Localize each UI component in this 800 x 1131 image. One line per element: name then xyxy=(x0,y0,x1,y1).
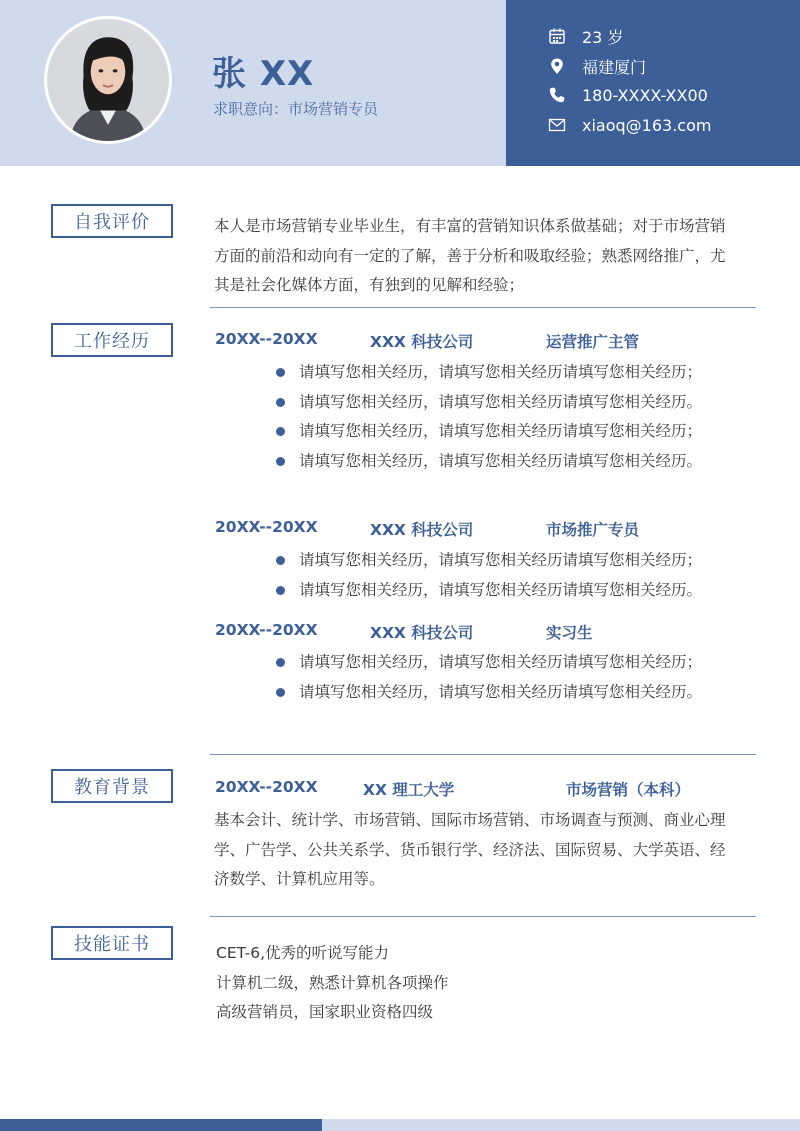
duty-text: 请填写您相关经历，请填写您相关经历请填写您相关经历。 xyxy=(299,392,703,411)
phone-icon xyxy=(548,86,566,104)
job-company: XXX 科技公司 xyxy=(370,333,474,351)
section-divider xyxy=(210,916,756,917)
job-company: XXX 科技公司 xyxy=(370,624,474,642)
email-text: xiaoq@163.com xyxy=(582,115,712,135)
bullet-dot xyxy=(276,658,285,667)
education-school: XX 理工大学 xyxy=(363,781,455,799)
location-text: 福建厦门 xyxy=(582,57,647,77)
list-item xyxy=(276,388,702,418)
self-eval-line: 其是社会化媒体方面，有独到的见解和经验； xyxy=(214,276,525,294)
duty-text: 请填写您相关经历，请填写您相关经历请填写您相关经历； xyxy=(299,653,703,671)
list-item xyxy=(276,447,702,477)
bullet-dot xyxy=(276,556,285,565)
bullet-dot xyxy=(276,457,285,466)
contact-email xyxy=(548,113,711,137)
education-major: 市场营销（本科） xyxy=(566,781,691,799)
education-period: 20XX--20XX xyxy=(215,778,318,796)
contact-age xyxy=(548,24,623,48)
skill-item: 计算机二级，熟悉计算机各项操作 xyxy=(216,973,449,992)
section-divider xyxy=(210,307,756,308)
age-text: 23 岁 xyxy=(582,27,624,47)
bullet-dot xyxy=(276,688,285,697)
skills-list xyxy=(216,939,449,1028)
job-period: 20XX--20XX xyxy=(215,518,318,536)
contact-phone xyxy=(548,83,708,107)
bullet-dot xyxy=(276,586,285,595)
job-company: XXX 科技公司 xyxy=(370,521,474,539)
job-duties-list xyxy=(276,546,702,605)
bullet-dot xyxy=(276,368,285,377)
bullet-dot xyxy=(276,398,285,407)
courses-line: 学、广告学、公共关系学、货币银行学、经济法、国际贸易、大学英语、经 xyxy=(214,840,726,859)
job-role: 实习生 xyxy=(546,624,593,642)
section-divider xyxy=(210,754,756,755)
list-item xyxy=(276,546,702,576)
job-duties-list xyxy=(276,648,702,707)
job-period: 20XX--20XX xyxy=(215,330,318,348)
footer-bar-light xyxy=(322,1119,800,1131)
avatar xyxy=(44,16,172,144)
candidate-name: 张 XX xyxy=(212,54,315,94)
skill-item: CET-6,优秀的听说写能力 xyxy=(216,944,390,962)
self-eval-line: 方面的前沿和动向有一定的了解，善于分析和吸取经验；熟悉网络推广，尤 xyxy=(214,246,726,265)
section-title-skills: 技能证书 xyxy=(51,926,173,960)
duty-text: 请填写您相关经历，请填写您相关经历请填写您相关经历。 xyxy=(299,451,703,470)
list-item xyxy=(276,576,702,606)
section-title-work: 工作经历 xyxy=(51,323,173,357)
section-title-education: 教育背景 xyxy=(51,769,173,803)
courses-line: 济数学、计算机应用等。 xyxy=(214,870,385,888)
list-item xyxy=(276,358,702,388)
section-title-self-eval: 自我评价 xyxy=(51,204,173,238)
job-role: 市场推广专员 xyxy=(546,521,640,539)
duty-text: 请填写您相关经历，请填写您相关经历请填写您相关经历； xyxy=(299,551,703,569)
phone-text: 180-XXXX-XX00 xyxy=(582,85,708,105)
footer-bar-dark xyxy=(0,1119,322,1131)
duty-text: 请填写您相关经历，请填写您相关经历请填写您相关经历； xyxy=(299,363,703,381)
courses-line: 基本会计、统计学、市场营销、国际市场营销、市场调查与预测、商业心理 xyxy=(214,811,726,829)
list-item xyxy=(276,648,702,678)
self-eval-line: 本人是市场营销专业毕业生，有丰富的营销知识体系做基础；对于市场营销 xyxy=(214,217,726,235)
job-duties-list xyxy=(276,358,702,476)
duty-text: 请填写您相关经历，请填写您相关经历请填写您相关经历。 xyxy=(299,682,703,701)
calendar-icon xyxy=(548,27,566,45)
list-item xyxy=(276,417,702,447)
job-intent: 求职意向：市场营销专员 xyxy=(213,100,379,118)
portrait-photo xyxy=(47,19,169,141)
education-courses xyxy=(214,806,754,895)
duty-text: 请填写您相关经历，请填写您相关经历请填写您相关经历； xyxy=(299,422,703,440)
list-item xyxy=(276,678,702,708)
bullet-dot xyxy=(276,427,285,436)
envelope-icon xyxy=(548,116,566,134)
skill-item: 高级营销员，国家职业资格四级 xyxy=(216,1003,434,1021)
location-pin-icon xyxy=(548,57,566,75)
job-period: 20XX--20XX xyxy=(215,621,318,639)
duty-text: 请填写您相关经历，请填写您相关经历请填写您相关经历。 xyxy=(299,580,703,599)
job-role: 运营推广主管 xyxy=(546,333,640,351)
contact-location xyxy=(548,54,646,78)
self-eval-text xyxy=(214,212,754,301)
